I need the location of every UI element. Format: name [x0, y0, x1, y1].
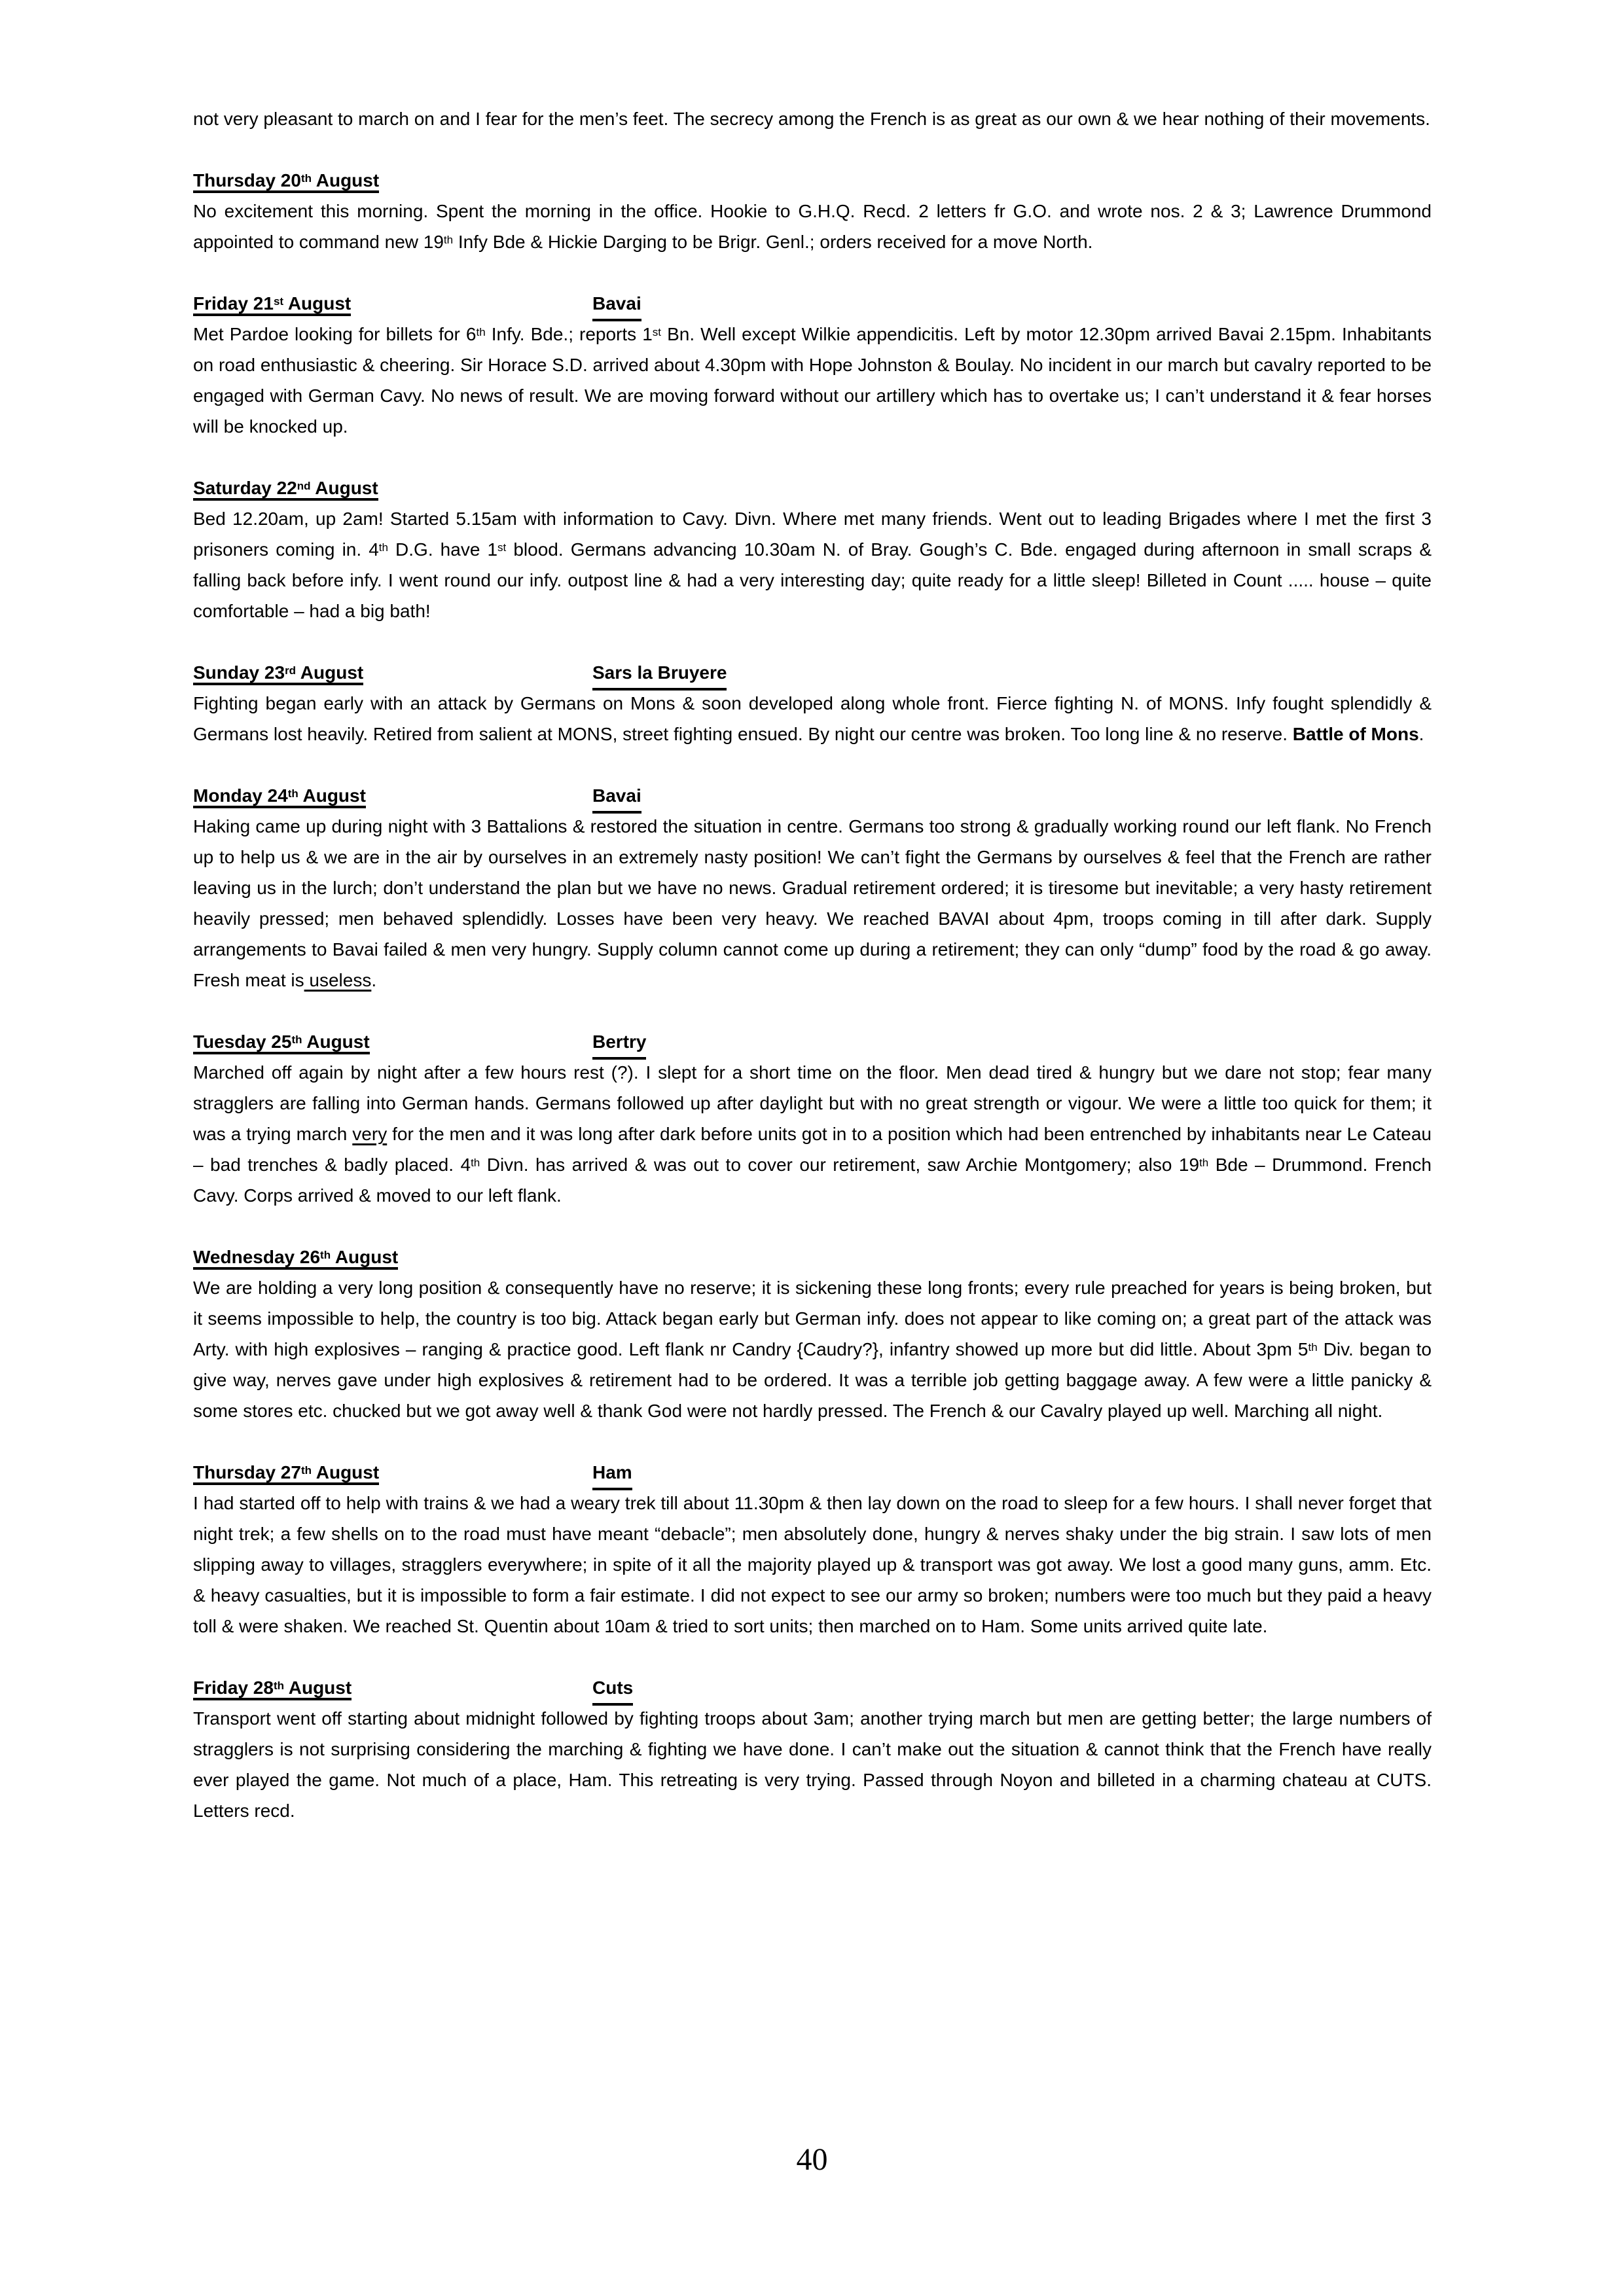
- entry-body: I had started off to help with trains & we had a weary trek till about 11.30pm & then lay down on the road to sleep for a few hours. I shall never forget that night trek; a few shells on to the road must have meant “debacle”; men absolutely done, hungry & nerves shaky under the big strain. I saw lots of men slipping away to villages, stragglers everywhere; in spite of it all the majority played up & transport was got away. We lost a good many guns, amm. Etc. & heavy casualties, but it is impossible to form a fair estimate. I did not expect to see our army so broken; numbers were too much but they paid a heavy toll & were shaken. We reached St. Quentin about 10am & tried to sort units; then marched on to Ham. Some units arrived quite late.: [193, 1493, 1432, 1636]
- diary-entry: [193, 1672, 1432, 1826]
- entry-date-label: Tuesday 25th August: [193, 1031, 370, 1054]
- diary-entry: [193, 1242, 1432, 1426]
- entry-heading: [193, 780, 1432, 811]
- entry-body: Haking came up during night with 3 Battalions & restored the situation in centre. Germans too strong & gradually working round our left flank. No French up to help us & we are in the air by ourselves in an extremely nasty position! We can’t fight the Germans by ourselves & feel that the French are rather leaving us in the lurch; don’t understand the plan but we have no news. Gradual retirement ordered; it is tiresome but inevitable; a very hasty retirement heavily pressed; men behaved splendidly. Losses have been very heavy. We reached BAVAI about 4pm, troops coming in till after dark. Supply arrangements to Bavai failed & men very hungry. Supply column cannot come up during a retirement; they can only “dump” food by the road & go away. Fresh meat is useless.: [193, 816, 1432, 990]
- entry-date-label: Friday 28th August: [193, 1677, 352, 1700]
- page-number: 40: [796, 2142, 828, 2177]
- entry-body: Marched off again by night after a few hours rest (?). I slept for a short time on the floor. Men dead tired & hungry but we dare not stop; fear many stragglers are falling into German hands. Germans followed up after daylight but with no great strength or vigour. We were a little too quick for them; it was a trying march very for the men and it was long after dark before units got in to a position which had been entrenched by inhabitants near Le Cateau – bad trenches & badly placed. 4th Divn. has arrived & was out to cover our retirement, saw Archie Montgomery; also 19th Bde – Drummond. French Cavy. Corps arrived & moved to our left flank.: [193, 1062, 1432, 1206]
- entry-heading: [193, 1242, 1432, 1272]
- diary-entry: [193, 657, 1432, 749]
- entry-heading: [193, 657, 1432, 688]
- diary-entry: [193, 288, 1432, 442]
- entry-heading: [193, 1672, 1432, 1703]
- entry-place-label: Cuts: [592, 1672, 633, 1706]
- entry-date-label: Sunday 23rd August: [193, 662, 363, 685]
- entry-date-label: Friday 21st August: [193, 293, 351, 316]
- entry-heading: [193, 1026, 1432, 1057]
- entry-date-label: Thursday 27th August: [193, 1462, 379, 1485]
- entry-date-label: Thursday 20th August: [193, 170, 379, 193]
- entry-place-label: Bertry: [592, 1026, 646, 1060]
- entries-container: [193, 165, 1432, 1826]
- diary-entry: [193, 1026, 1432, 1211]
- page-content: [193, 103, 1432, 1826]
- entry-date-label: Monday 24th August: [193, 785, 366, 808]
- entry-place-label: Bavai: [592, 780, 641, 814]
- entry-heading: [193, 165, 1432, 196]
- entry-body: Met Pardoe looking for billets for 6th Infy. Bde.; reports 1st Bn. Well except Wilkie appendicitis. Left by motor 12.30pm arrived Bavai 2.15pm. Inhabitants on road enthusiastic & cheering. Sir Horace S.D. arrived about 4.30pm with Hope Johnston & Boulay. No incident in our march but cavalry reported to be engaged with German Cavy. No news of result. We are moving forward without our artillery which has to overtake us; I can’t understand it & fear horses will be knocked up.: [193, 324, 1432, 437]
- diary-entry: [193, 473, 1432, 626]
- entry-date-label: Wednesday 26th August: [193, 1247, 398, 1270]
- entry-body: Bed 12.20am, up 2am! Started 5.15am with information to Cavy. Divn. Where met many friends. Went out to leading Brigades where I met the first 3 prisoners coming in. 4th D.G. have 1st blood. Germans advancing 10.30am N. of Bray. Gough’s C. Bde. engaged during afternoon in small scraps & falling back before infy. I went round our infy. outpost line & had a very interesting day; quite ready for a little sleep! Billeted in Count ..... house – quite comfortable – had a big bath!: [193, 509, 1432, 621]
- entry-body: We are holding a very long position & consequently have no reserve; it is sickening these long fronts; every rule preached for years is being broken, but it seems impossible to help, the country is too big. Attack began early but German infy. does not appear to like coming on; a great part of the attack was Arty. with high explosives – ranging & practice good. Left flank nr Candry {Caudry?}, infantry showed up more but did little. About 3pm 5th Div. began to give way, nerves gave under high explosives & retirement had to be ordered. It was a terrible job getting baggage away. A few were a little panicky & some stores etc. chucked but we got away well & thank God were not hardly pressed. The French & our Cavalry played up well. Marching all night.: [193, 1278, 1432, 1421]
- intro-paragraph: not very pleasant to march on and I fear for the men’s feet. The secrecy among the French is as great as our own & we hear nothing of their movements.: [193, 109, 1430, 129]
- entry-place-label: Sars la Bruyere: [592, 657, 727, 691]
- entry-place-label: Bavai: [592, 288, 641, 321]
- diary-entry: [193, 1457, 1432, 1641]
- entry-body: Transport went off starting about midnight followed by fighting troops about 3am; another trying march but men are getting better; the large numbers of stragglers is not surprising considering the marching & fighting we have done. I can’t make out the situation & cannot think that the French have really ever played the game. Not much of a place, Ham. This retreating is very trying. Passed through Noyon and billeted in a charming chateau at CUTS. Letters recd.: [193, 1708, 1432, 1821]
- entry-date-label: Saturday 22nd August: [193, 478, 378, 501]
- entry-heading: [193, 473, 1432, 503]
- diary-entry: [193, 780, 1432, 996]
- entry-heading: [193, 288, 1432, 319]
- entry-place-label: Ham: [592, 1457, 632, 1490]
- entry-heading: [193, 1457, 1432, 1488]
- entry-body: Fighting began early with an attack by Germans on Mons & soon developed along whole front. Fierce fighting N. of MONS. Infy fought splendidly & Germans lost heavily. Retired from salient at MONS, street fighting ensued. By night our centre was broken. Too long line & no reserve. Battle of Mons.: [193, 693, 1432, 744]
- diary-entry: [193, 165, 1432, 257]
- entry-body: No excitement this morning. Spent the morning in the office. Hookie to G.H.Q. Recd. 2 letters fr G.O. and wrote nos. 2 & 3; Lawrence Drummond appointed to command new 19th Infy Bde & Hickie Darging to be Brigr. Genl.; orders received for a move North.: [193, 201, 1432, 252]
